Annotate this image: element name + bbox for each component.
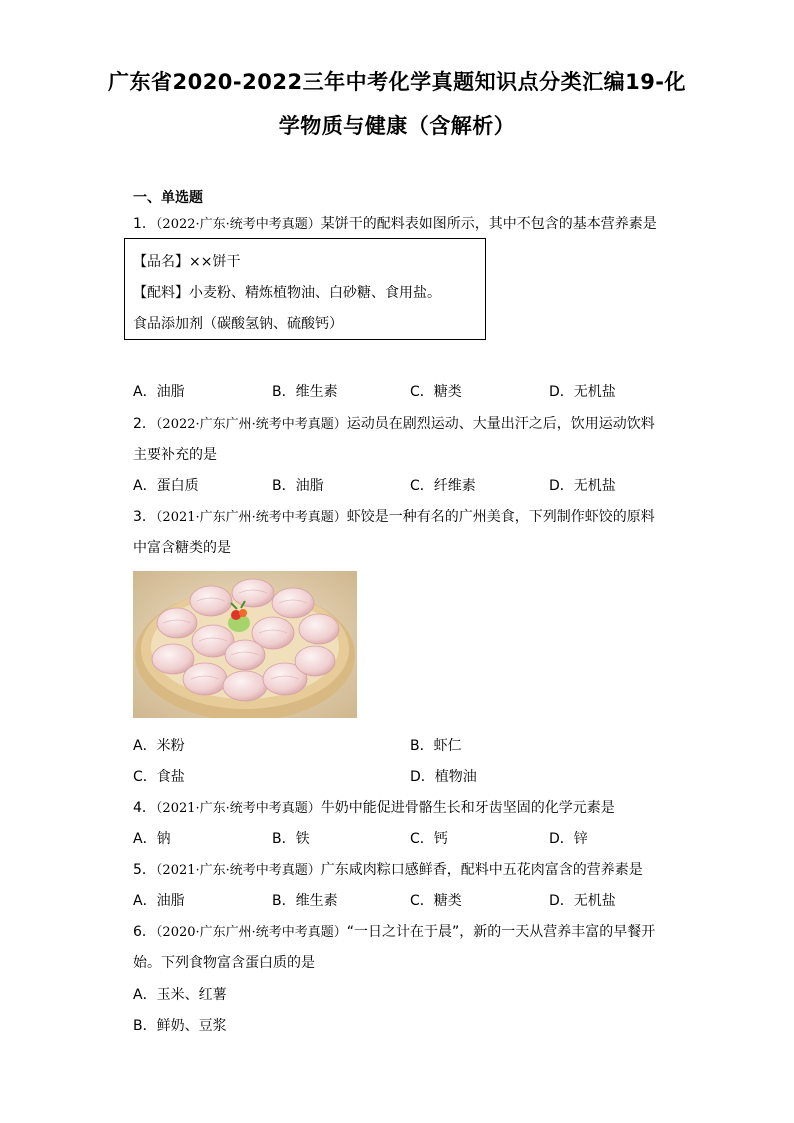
question-source: （2021·广东广州·统考中考真题） [155, 510, 347, 525]
question-number: 6． [133, 924, 156, 940]
ingredient-box-line-3: 食品添加剂（碳酸氢钠、硫酸钙） [133, 316, 343, 332]
q5-option-d[interactable]: D．无机盐 [549, 893, 616, 909]
q4-option-c[interactable]: C．钙 [410, 831, 448, 847]
q2-option-d[interactable]: D．无机盐 [549, 478, 616, 494]
q5-option-a[interactable]: A．油脂 [133, 893, 185, 909]
section-heading: 一、单选题 [133, 190, 203, 206]
q6-option-a[interactable]: A．玉米、红薯 [133, 987, 227, 1003]
q4-option-d[interactable]: D．锌 [549, 831, 588, 847]
question-6-stem-cont: 始。下列食物富含蛋白质的是 [133, 955, 315, 971]
q3-option-a[interactable]: A．米粉 [133, 738, 185, 754]
question-text: “一日之计在于晨”，新的一天从营养丰富的早餐开 [346, 924, 656, 940]
q2-option-b[interactable]: B．油脂 [272, 478, 324, 494]
ingredient-box-line-1: 【品名】××饼干 [133, 254, 241, 270]
q3-option-d[interactable]: D．植物油 [410, 769, 477, 785]
question-number: 4． [133, 800, 156, 816]
question-3-stem-cont: 中富含糖类的是 [133, 540, 231, 556]
shrimp-dumpling-image [133, 571, 357, 718]
page-title-line-1: 广东省2020-2022三年中考化学真题知识点分类汇编19-化 [107, 70, 687, 94]
question-source: （2022·广东广州·统考中考真题） [155, 417, 347, 432]
question-6-stem [133, 921, 655, 941]
question-text: 运动员在剧烈运动、大量出汗之后，饮用运动饮料 [346, 416, 655, 432]
question-2-stem-cont: 主要补充的是 [133, 447, 217, 463]
question-text: 虾饺是一种有名的广州美食，下列制作虾饺的原料 [346, 509, 655, 525]
q2-option-c[interactable]: C．纤维素 [410, 478, 476, 494]
page-title-line-2: 学物质与健康（含解析） [278, 114, 516, 138]
ingredient-box-line-2: 【配料】小麦粉、精炼植物油、白砂糖、食用盐。 [133, 285, 441, 301]
question-number: 5． [133, 862, 156, 878]
q4-option-a[interactable]: A．钠 [133, 831, 171, 847]
q5-option-c[interactable]: C．糖类 [410, 893, 462, 909]
q1-option-a[interactable]: A．油脂 [133, 384, 185, 400]
question-number: 1． [133, 216, 156, 232]
q4-option-b[interactable]: B．铁 [272, 831, 310, 847]
question-number: 2． [133, 416, 156, 432]
q2-option-a[interactable]: A．蛋白质 [133, 478, 199, 494]
question-5-stem [133, 859, 643, 879]
q1-option-c[interactable]: C．糖类 [410, 384, 462, 400]
question-4-stem [133, 797, 615, 817]
q3-option-c[interactable]: C．食盐 [133, 769, 185, 785]
q1-option-d[interactable]: D．无机盐 [549, 384, 616, 400]
question-source: （2022·广东·统考中考真题） [155, 217, 321, 232]
question-text: 牛奶中能促进骨骼生长和牙齿坚固的化学元素是 [320, 800, 615, 816]
q6-option-b[interactable]: B．鲜奶、豆浆 [133, 1018, 227, 1034]
question-3-stem [133, 506, 655, 526]
question-source: （2021·广东·统考中考真题） [155, 801, 321, 816]
question-text: 某饼干的配料表如图所示，其中不包含的基本营养素是 [320, 216, 657, 232]
question-number: 3． [133, 509, 156, 525]
question-2-stem [133, 413, 655, 433]
ingredient-label-box [124, 238, 486, 340]
q1-option-b[interactable]: B．维生素 [272, 384, 338, 400]
q5-option-b[interactable]: B．维生素 [272, 893, 338, 909]
question-source: （2020·广东广州·统考中考真题） [155, 925, 347, 940]
question-1-stem [133, 213, 657, 233]
question-source: （2021·广东·统考中考真题） [155, 863, 321, 878]
question-text: 广东咸肉粽口感鲜香，配料中五花肉富含的营养素是 [320, 862, 643, 878]
q3-option-b[interactable]: B．虾仁 [410, 738, 462, 754]
